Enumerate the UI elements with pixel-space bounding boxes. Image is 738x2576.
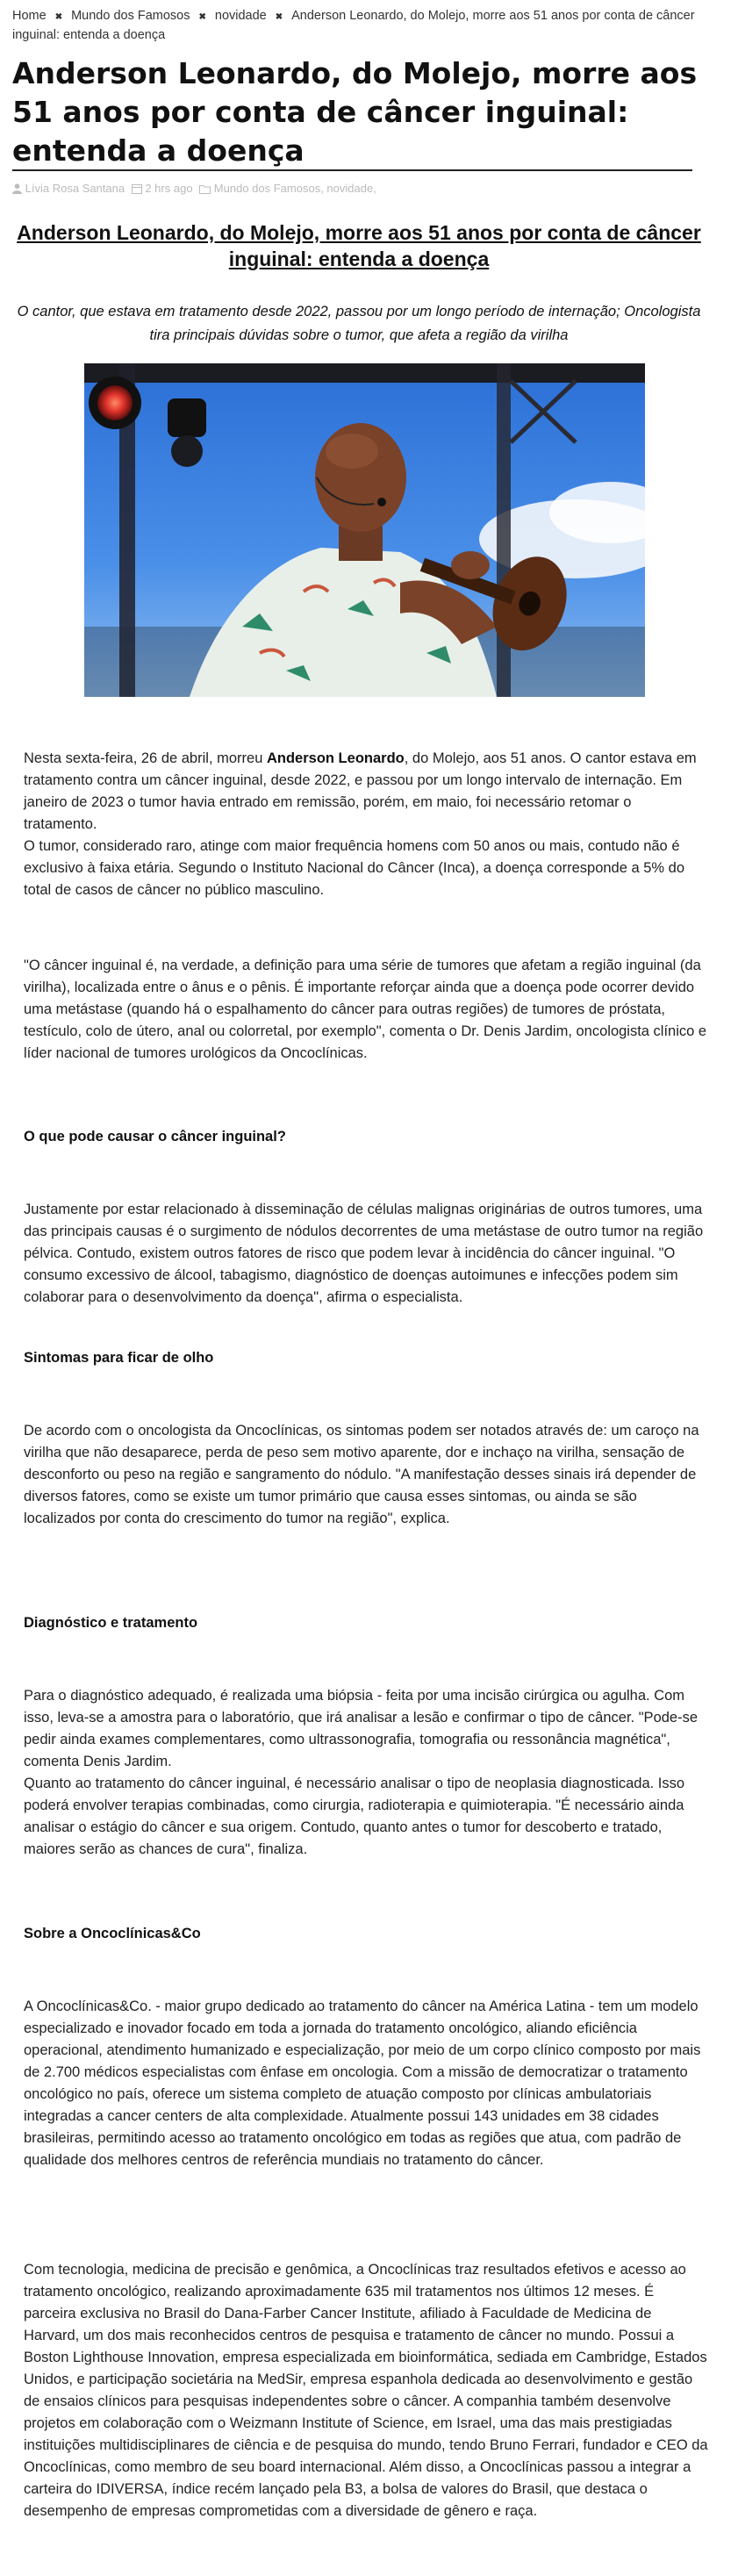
breadcrumb-separator-icon: ✖ bbox=[275, 12, 283, 22]
post-categories[interactable]: Mundo dos Famosos, novidade, bbox=[213, 182, 376, 195]
breadcrumb-current: Anderson Leonardo, do Molejo, morre aos 51 anos por conta de câncer inguinal: entenda a doença bbox=[12, 9, 695, 42]
author-name[interactable]: Lívia Rosa Santana bbox=[25, 182, 125, 195]
section-heading: Diagnóstico e tratamento bbox=[24, 1615, 198, 1631]
page-title: Anderson Leonardo, do Molejo, morre aos 51 anos por conta de câncer inguinal: entenda a doença bbox=[12, 56, 698, 168]
paragraph bbox=[24, 748, 708, 836]
paragraph: A Oncoclínicas&Co. - maior grupo dedicado ao tratamento do câncer na América Latina - tem um modelo especializado e inovador focado em toda a jornada do tratamento oncológico, aliando eficiência operacional, atendimento humanizado e especialização, por meio de um corpo clínico composto por mais de 2.700 médicos especialistas com ênfase em oncologia. Com a missão de democratizar o tratamento oncológico no país, oferece um sistema completo de atuação composto por clínicas ambulatoriais integradas a cancer centers de alta complexidade. Atualmente possui 143 unidades em 38 cidades brasileiras, permitindo acesso ao tratamento oncológico em todas as regiões que atua, com padrão de qualidade dos melhores centros de referência mundiais no tratamento do câncer. bbox=[24, 1998, 701, 2168]
paragraph: Com tecnologia, medicina de precisão e genômica, a Oncoclínicas traz resultados efetivos e acesso ao tratamento oncológico, realizando aproximadamente 635 mil tratamentos nos últimos 12 meses. É parceira exclusiva no Brasil do Dana-Farber Cancer Institute, afiliado à Faculdade de Medicina de Harvard, um dos mais reconhecidos centros de pesquisa e tratamento de câncer no mundo. Possui a Boston Lighthouse Innovation, empresa especializada em bioinformática, sediada em Cambridge, Estados Unidos, e participação societária na MedSir, empresa espanhola dedicada ao desenvolvimento e gestão de ensaios clínicos para pesquisas independentes sobre o câncer. A companhia também desenvolve projetos em colaboração com o Weizmann Institute of Science, em Israel, uma das mais prestigiadas instituições multidisciplinares de ciência e de pesquisa do mundo, tendo Bruno Ferrari, fundador e CEO da Oncoclínicas, como membro de seu board internacional. Além disso, a Oncoclínicas passou a integrar a carteira do IDIVERSA, índice recém lançado pela B3, a bolsa de valores do Brasil, que destaca o desempenho de empresas comprometidas com a diversidade de gênero e raça. bbox=[24, 2262, 708, 2519]
calendar-icon bbox=[132, 183, 142, 194]
title-divider bbox=[12, 169, 692, 171]
paragraph-text: Nesta sexta-feira, 26 de abril, morreu bbox=[24, 750, 267, 766]
paragraph: Quanto ao tratamento do câncer inguinal, é necessário analisar o tipo de neoplasia diagnosticada. Isso poderá envolver terapias combinadas, como cirurgia, radioterapia e quimioterapia. "É necessário ainda analisar o estágio do câncer e sua origem. Contudo, quanto antes o tumor for descoberto e tratado, maiores serão as chances de cura", finaliza. bbox=[24, 1776, 685, 1857]
breadcrumb bbox=[12, 7, 706, 44]
section-heading: Sobre a Oncoclínicas&Co bbox=[24, 1926, 201, 1941]
paragraph: Para o diagnóstico adequado, é realizada uma biópsia - feita por uma incisão cirúrgica ou agulha. Com isso, leva-se a amostra para o laboratório, que irá analisar a lesão e confirmar o tipo de câncer. "Pode-se pedir ainda exames complementares, como ultrassonografia, tomografia ou ressonância magnética", comenta Denis Jardim. bbox=[24, 1688, 699, 1769]
post-meta bbox=[12, 182, 380, 195]
user-icon bbox=[12, 183, 22, 194]
paragraph-text: , do Molejo, aos 51 anos. O cantor estava em tratamento contra um câncer inguinal, desde 2022, e passou por um longo intervalo de internação. Em janeiro de 2023 o tumor havia entrado em remissão, porém, em maio, foi necessário retomar o tratamento. bbox=[24, 750, 697, 832]
article-photo bbox=[84, 363, 645, 697]
section-heading: O que pode causar o câncer inguinal? bbox=[24, 1129, 286, 1144]
breadcrumb-separator-icon: ✖ bbox=[198, 12, 206, 22]
paragraph: De acordo com o oncologista da Oncoclínicas, os sintomas podem ser notados através de: um caroço na virilha que não desaparece, perda de peso sem motivo aparente, dor e inchaço na virilha, sensação de desconforto ou peso na região e sangramento do nódulo. "A manifestação desses sinais irá depender de diversos fatores, como se existe um tumor primário que causa esses sintomas, ou ainda se são localizados por conta do crescimento do tumor na região", explica. bbox=[24, 1423, 699, 1526]
breadcrumb-category-link[interactable]: Mundo dos Famosos bbox=[71, 9, 190, 23]
paragraph: O tumor, considerado raro, atinge com maior frequência homens com 50 anos ou mais, contudo não é exclusivo à faixa etária. Segundo o Instituto Nacional do Câncer (Inca), a doença corresponde a 5% do total de casos de câncer no público masculino. bbox=[24, 838, 685, 898]
section-heading: Sintomas para ficar de olho bbox=[24, 1350, 214, 1366]
singer-photo bbox=[84, 363, 645, 697]
post-time: 2 hrs ago bbox=[145, 182, 193, 195]
breadcrumb-section-link[interactable]: novidade bbox=[214, 9, 267, 23]
article-subtitle: O cantor, que estava em tratamento desde 2022, passou por um longo período de internação; Oncologista tira principais dúvidas sobre o tumor, que afeta a região da virilha bbox=[17, 304, 701, 343]
quote-paragraph: "O câncer inguinal é, na verdade, a definição para uma série de tumores que afetam a região inguinal (da virilha), localizada entre o ânus e o pênis. É importante reforçar ainda que a doença pode ocorrer devido uma metástase (quando há o espalhamento do câncer para outras regiões) de tumores de próstata, testículo, colo de útero, anal ou colorretal, por exemplo", comenta o Dr. Denis Jardim, oncologista clínico e líder nacional de tumores urológicos da Oncoclínicas. bbox=[24, 958, 707, 1061]
paragraph: Justamente por estar relacionado à disseminação de células malignas originárias de outros tumores, uma das principais causas é o surgimento de nódulos decorrentes de uma metástase de outro tumor na região pélvica. Contudo, existem outros fatores de risco que podem levar à incidência do câncer inguinal. "O consumo excessivo de álcool, tabagismo, diagnóstico de doenças autoimunes e infecções podem sim colaborar para o desenvolvimento da doença", afirma o especialista. bbox=[24, 1202, 704, 1305]
article-title: Anderson Leonardo, do Molejo, morre aos 51 anos por conta de câncer inguinal: entenda a doença bbox=[17, 221, 701, 270]
folder-icon bbox=[199, 184, 211, 194]
breadcrumb-home-link[interactable]: Home bbox=[12, 9, 47, 23]
breadcrumb-separator-icon: ✖ bbox=[54, 12, 63, 22]
singer-name: Anderson Leonardo bbox=[266, 750, 405, 766]
